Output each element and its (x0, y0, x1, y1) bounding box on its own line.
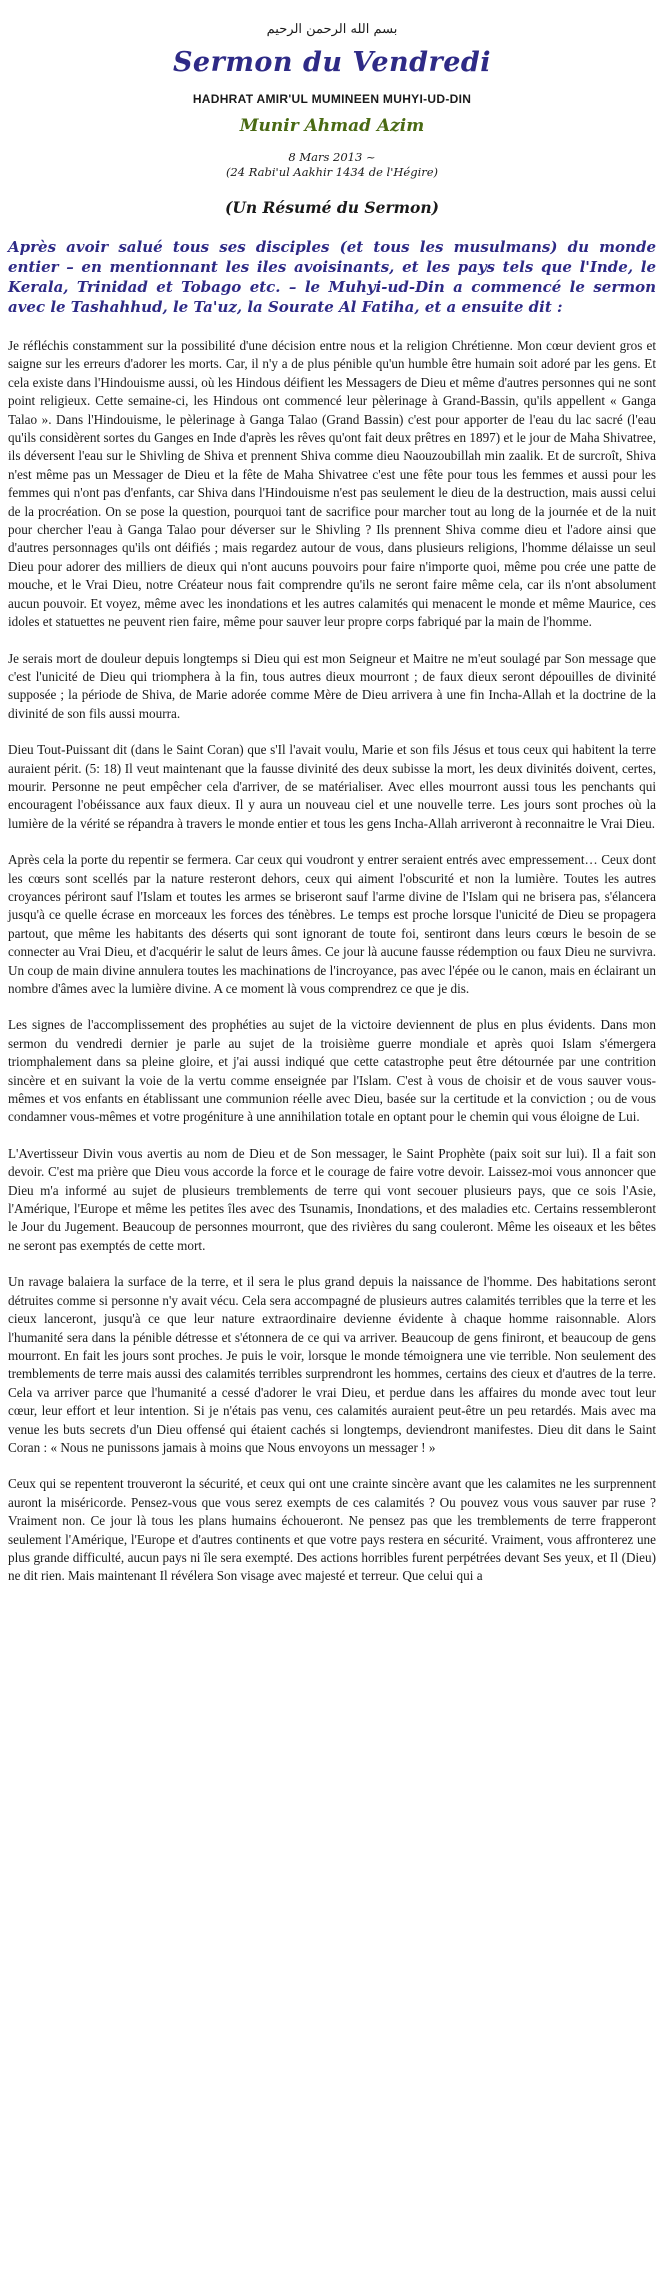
paragraph-2: Je serais mort de douleur depuis longtemps si Dieu qui est mon Seigneur et Maitre ne m'eut soulagé par Son message que c'est l'unicité de Dieu qui triomphera à la fin, tous autres dieux mourront ; de faux dieux seront dépouilles de divinité supposée ; la période de Shiva, de Marie adorée comme Mère de Dieu arrivera à une fin Incha-Allah et la doctrine de la divinité de son fils aussi mourra. (8, 650, 656, 721)
speaker-name: HADHRAT AMIR'UL MUMINEEN MUHYI-UD-DIN (192, 92, 472, 106)
paragraph-4: Après cela la porte du repentir se fermera. Car ceux qui voudront y entrer seraient entrés avec empressement… Ceux dont les cœurs sont scellés par la nature resteront dehors, ceux qui aiment l'obscurité et non la lumière. Toutes les autres croyances périront sauf l'Islam et toutes les armes se briseront sauf l'arme divine de l'Islam qui ne brisera pas, s'élancera jusqu'à ce quelle écrase en morceaux les forces des ténèbres. Le temps est proche lorsque l'unicité de Dieu se propagera partout, que même les habitants des déserts qui sont ignorant de toute foi, sentiront dans leurs cœurs le besoin de se connecter au Vrai Dieu, et d'acquérir le salut de leurs âmes. Ce jour là aucune fausse rédemption ou faux Dieu ne survivra. Un coup de main divine annulera toutes les machinations de l'incroyance, pas avec l'épée ou le canon, mais en éclairant un nombre d'âmes avec la lumière divine. A ce moment là vous comprendrez ce que je dis. (8, 852, 656, 996)
paragraph-5: Les signes de l'accomplissement des prophéties au sujet de la victoire deviennent de plus en plus évidents. Dans mon sermon du vendredi dernier je parle au sujet de la troisième guerre mondiale et après quoi Islam s'émergera triomphalement dans sa pleine gloire, et j'ai aussi indiqué que cette catastrophe peut être détournée par une contrition sincère et en suivant la voie de la vertu comme enseignée par l'Islam. C'est à vous de choisir et de vous sauver vous-mêmes et vos enfants en établissant une communion réelle avec Dieu, basée sur la certitude et la conviction ; ou de vous condamner vous-mêmes et votre progéniture à une annihilation totale en optant pour le chemin qui vous éloigne de Lui. (8, 1017, 656, 1125)
summary-heading: (Un Résumé du Sermon) (225, 198, 439, 217)
date-hijri: (24 Rabi'ul Aakhir 1434 de l'Hégire) (225, 165, 439, 179)
paragraph-3: Dieu Tout-Puissant dit (dans le Saint Coran) que s'Il l'avait voulu, Marie et son fils Jésus et tous ceux qui habitent la terre auraient périt. (5: 18) Il veut maintenant que la fausse divinité des deux subisse la mort, les deux divinités doivent, certes, mourir. Personne ne peut empêcher cela d'arriver, de se matérialiser. Avec elles mourront aussi tous les penchants qui encouragent l'obéissance aux faux dieux. Il y aura un nouveau ciel et une nouvelle terre. Les jours sont proches où la lumière de la vérité se répandra à travers le monde entier et tous les gens Incha-Allah arriveront à reconnaitre le Vrai Dieu. (8, 742, 656, 831)
paragraph-1: Je réfléchis constamment sur la possibilité d'une décision entre nous et la religion Chrétienne. Mon cœur devient gros et saigne sur les erreurs d'adorer les morts. Car, il n'y a de plus pénible qu'un humble être humain soit adoré par les gens. Et cela existe dans l'Hindouisme aussi, où les Hindous déifient les Messagers de Dieu et même d'autres personnes qui ne sont point religieux. Cette semaine-ci, les Hindous ont commencé leur pèlerinage à Grand-Bassin, qu'ils appellent « Ganga Talao ». Dans l'Hindouisme, le pèlerinage à Ganga Talao (Grand Bassin) c'est pour apporter de l'eau du lac sacré (l'eau qu'ils considèrent sortes du Ganges en Inde d'après les rêves qu'ont fait deux prêtres en 1897) et le jour de Maha Shivatree, ils déversent l'eau sur le Shivling de Shiva et prennent Shiva comme dieu Naouzoubillah min zaalik. Et de surcroît, Shiva n'est même pas un Messager de Dieu et la fête de Maha Shivatree c'est une fête pour tous les femmes et aussi pour les femmes qui n'ont pas d'enfants, car Shiva dans l'Hindouisme n'est pas seulement le dieu de la destruction, mais aussi celui de la procréation. On se pose la question, pourquoi tant de sacrifice pour marcher tout au long de la journée et de la nuit pour chercher l'eau à Ganga Talao pour déverser sur le Shivling ? Ils prennent Shiva comme dieu et l'adore ainsi que d'autres personnages qu'ils ont déifiés ; mais regardez autour de vous, dans plusieurs religions, l'homme délaisse un seul Dieu pour adorer des milliers de dieux qui n'ont aucuns pouvoirs pour faire n'importe quoi, même pou crée une patte de mouche, et le Vrai Dieu, notre Créateur nous fait comprendre qu'ils ne seront faire même cela, car ils n'ont absolument aucun pouvoir. Et voyez, même avec les inondations et les autres calamités qui menacent le monde et même Maurice, ces idoles et statuettes ne peuvent rien faire, même pour sauver leur propre corps fabriqué par la main de l'homme. (8, 338, 656, 630)
page-title: Sermon du Vendredi (172, 47, 492, 78)
date-gregorian: 8 Mars 2013 ~ (288, 150, 376, 164)
author-name: Munir Ahmad Azim (239, 116, 425, 136)
sermon-date (8, 150, 656, 180)
basmala: بسم الله الرحمن الرحيم (266, 22, 398, 37)
paragraph-7: Un ravage balaiera la surface de la terre, et il sera le plus grand depuis la naissance de l'homme. Des habitations seront détruites comme si personne n'y avait vécu. Cela sera accompagné de plusieurs autres calamités terribles que la terre et les cieux lanceront, jusqu'à ce que leur nature extraordinaire devienne évidente à chaque homme raisonnable. Alors l'humanité sera dans la pénible détresse et s'étonnera de ce qui va arriver. Beaucoup de gens finiront, et beaucoup de gens mourront. En fait les jours sont proches. Je puis le voir, lorsque le monde témoignera une vie terrible. Non seulement des tremblements de terre mais aussi des calamités terribles surprendront les hommes, certains des cieux et d'autres de la terre. Cela va arriver parce que l'humanité a cessé d'adorer le vrai Dieu, et perdue dans les affaires du monde avec tout leur cœur, leur effort et leur intention. Si je n'étais pas venu, ces calamités auraient peut-être un peu retardés. Mais avec ma venue les buts secrets d'un Dieu offensé qui étaient cachés si longtemps, deviendront manifestes. Dieu dit dans le Saint Coran : « Nous ne punissons jamais à moins que Nous envoyons un messager ! » (8, 1274, 656, 1455)
paragraph-8: Ceux qui se repentent trouveront la sécurité, et ceux qui ont une crainte sincère avant que les calamites ne les surprennent auront la miséricorde. Pensez-vous que vous serez exempts de ces calamités ? Ou pouvez vous vous sauver par ruse ? Vraiment non. Ce jour là tous les plans humains échoueront. Ne pensez pas que les tremblements de terre frapperont seulement l'Amérique, l'Europe et d'autres continents et que votre pays restera en sécurité. Vraiment, vous affronterez une plus grande difficulté, aucun pays ni île sera exempté. Des actions horribles furent perpétrées devant Ses yeux, et Il (Dieu) ne dit rien. Mais maintenant Il révélera Son visage avec majesté et terreur. Que celui qui a (8, 1476, 656, 1584)
intro-paragraph: Après avoir salué tous ses disciples (et tous les musulmans) du monde entier – en mentionnant les iles avoisinants, et les pays tels que l'Inde, le Kerala, Trinidad et Tobago etc. – le Muhyi-ud-Din a commencé le sermon avec le Tashahhud, le Ta'uz, la Sourate Al Fatiha, et a ensuite dit : (8, 238, 656, 316)
paragraph-6: L'Avertisseur Divin vous avertis au nom de Dieu et de Son messager, le Saint Prophète (paix soit sur lui). Il a fait son devoir. C'est ma prière que Dieu vous accorde la force et le courage de faire votre devoir. Laissez-moi vous annoncer que Dieu m'a informé au sujet de plusieurs tremblements de terre qui vont secouer plusieurs pays, que ce sois l'Asie, l'Amérique, l'Europe et même les petites îles avec des Tsunamis, Inondations, et des maladies etc. Certains ressembleront le Jour du Jugement. Beaucoup de personnes mourront, que des rivières du sang couleront. Même les oiseaux et les bêtes ne seront pas exemptés de cette mort. (8, 1145, 656, 1253)
